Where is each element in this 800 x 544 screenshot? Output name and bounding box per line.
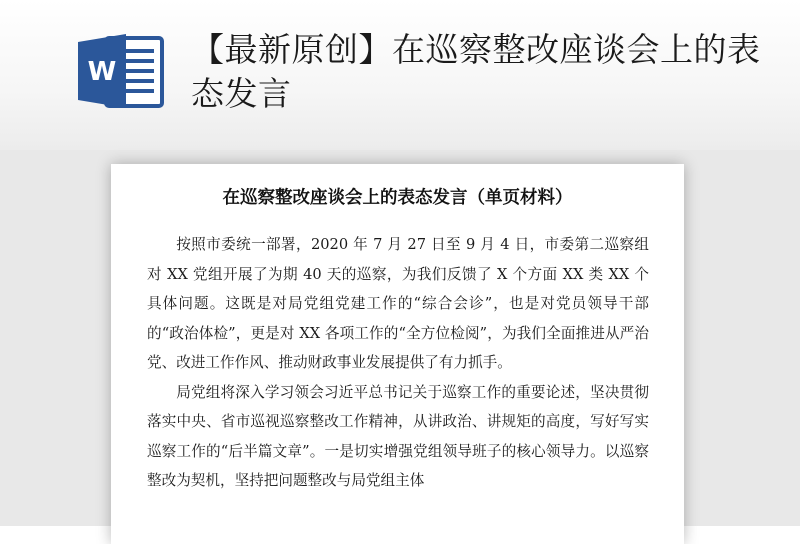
word-document-icon	[76, 32, 166, 110]
document-title: 在巡察整改座谈会上的表态发言（单页材料）	[222, 188, 573, 208]
page-title: 【最新原创】在巡察整改座谈会上的表态发言	[191, 30, 761, 113]
document-preview	[111, 164, 684, 544]
paragraph: 局党组将深入学习领会习近平总书记关于巡察工作的重要论述，坚决贯彻落实中央、省市巡视巡察整改工作精神，从讲政治、讲规矩的高度，写好写实巡察工作的“后半篇文章”。一是切实增强党组领导班子的核心领导力。以巡察整改为契机，坚持把问题整改与局党组主体	[147, 383, 649, 489]
word-icon-letter: W	[87, 57, 117, 87]
document-body	[147, 230, 649, 496]
paragraph: 按照市委统一部署，2020 年 7 月 27 日至 9 月 4 日，市委第二巡察组对 XX 党组开展了为期 40 天的巡察，为我们反馈了 X 个方面 XX 类 XX 个具体问题。这既是对局党组党建工作的“综合会诊”，也是对党员领导干部的“政治体检”，更是对 XX 各项工作的“全方位检阅”，为我们全面推进从严治党、改进工作作风、推动财政事业发展提供了有力抓手。	[147, 236, 649, 371]
